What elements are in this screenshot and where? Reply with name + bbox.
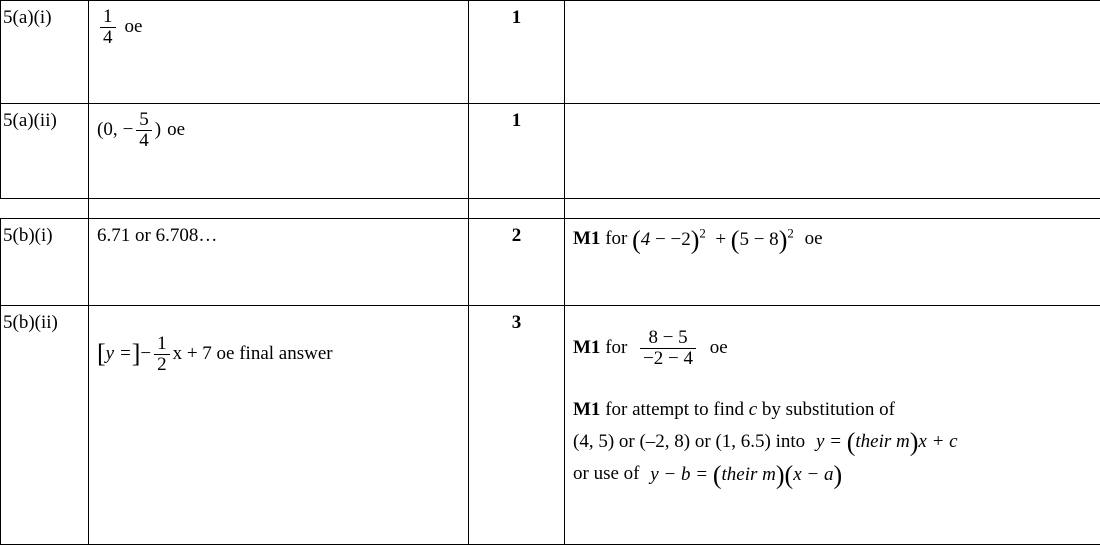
- note-entry: [573, 225, 1092, 254]
- note-italic-var: c: [749, 399, 757, 420]
- notes-cell: [565, 104, 1100, 199]
- note-formula-alt: y − b = (their m)(x − a): [650, 464, 842, 485]
- table-row: [1, 104, 1100, 199]
- marks-cell: 2: [469, 219, 565, 306]
- coordinate-open: (0,: [97, 119, 118, 141]
- note-lead: for: [605, 337, 627, 358]
- answer-text: 6.71 or 6.708…: [97, 225, 217, 246]
- fraction-numerator: 5: [136, 110, 152, 130]
- note-lead: for: [605, 228, 627, 249]
- equation-rest: x + 7 oe final answer: [173, 343, 333, 365]
- answer-expression: [97, 334, 460, 375]
- fraction-denominator: 4: [100, 27, 116, 48]
- note-line: [573, 397, 1092, 423]
- answer-expression: [97, 110, 460, 151]
- question-number-cell: [1, 1, 89, 104]
- fraction-denominator: 2: [154, 354, 170, 375]
- note-line: [573, 429, 1092, 456]
- marks-cell: 1: [469, 104, 565, 199]
- note-alternative-lead: or use of: [573, 463, 639, 484]
- note-entry: [573, 328, 1092, 369]
- marks-cell: 3: [469, 306, 565, 545]
- answer-expression: [97, 7, 460, 48]
- fraction-denominator: 4: [136, 130, 152, 151]
- mark-code: M1: [573, 337, 600, 358]
- mark-code: M1: [573, 228, 600, 249]
- fraction: [136, 110, 152, 151]
- notes-cell: [565, 219, 1100, 306]
- note-lead: for attempt to find: [605, 399, 744, 420]
- note-line: [573, 461, 1092, 488]
- note-substitution-values: (4, 5) or (–2, 8) or (1, 6.5) into: [573, 431, 805, 452]
- question-number: 5(b)(i): [3, 225, 53, 247]
- question-number: 5(b)(ii): [3, 312, 58, 334]
- note-tail: by substitution of: [762, 399, 895, 420]
- note-oe-suffix: oe: [805, 228, 823, 249]
- answer-cell: [89, 104, 469, 199]
- table-row: [1, 1, 1100, 104]
- fraction: [100, 7, 116, 48]
- note-expression: $(4 - -2)^2 + (5 - 8)^2$: [632, 229, 798, 250]
- answer-oe-suffix: oe: [167, 119, 185, 141]
- fraction-denominator: −2 − 4: [640, 348, 696, 369]
- answer-oe-suffix: oe: [125, 16, 143, 38]
- question-number: 5(a)(ii): [3, 110, 57, 132]
- mark-code: M1: [573, 399, 600, 420]
- notes-cell: [565, 306, 1100, 545]
- note-formula: y = (their m)x + c: [816, 431, 958, 452]
- question-number-cell: [1, 306, 89, 545]
- minus-sign: −: [140, 343, 151, 365]
- section-separator: [1, 199, 1100, 219]
- question-number: 5(a)(i): [3, 7, 52, 29]
- note-entry: [573, 397, 1092, 489]
- question-number-cell: [1, 219, 89, 306]
- bracket-close: ]: [132, 341, 141, 367]
- fraction-numerator: 1: [154, 334, 170, 354]
- notes-cell: [565, 1, 1100, 104]
- fraction-numerator: 8 − 5: [640, 328, 696, 348]
- answer-cell: [89, 1, 469, 104]
- minus-sign: −: [123, 119, 134, 141]
- marks-cell: 1: [469, 1, 565, 104]
- answer-cell: [89, 306, 469, 545]
- fraction: [640, 328, 696, 369]
- bracket-open: [: [97, 341, 106, 367]
- answer-cell: [89, 219, 469, 306]
- question-number-cell: [1, 104, 89, 199]
- fraction: [154, 334, 170, 375]
- note-oe-suffix: oe: [710, 337, 728, 358]
- table-row: [1, 306, 1100, 545]
- table-row: [1, 219, 1100, 306]
- fraction-numerator: 1: [100, 7, 116, 27]
- equation-lhs: y =: [106, 343, 132, 365]
- coordinate-close: ): [155, 119, 161, 141]
